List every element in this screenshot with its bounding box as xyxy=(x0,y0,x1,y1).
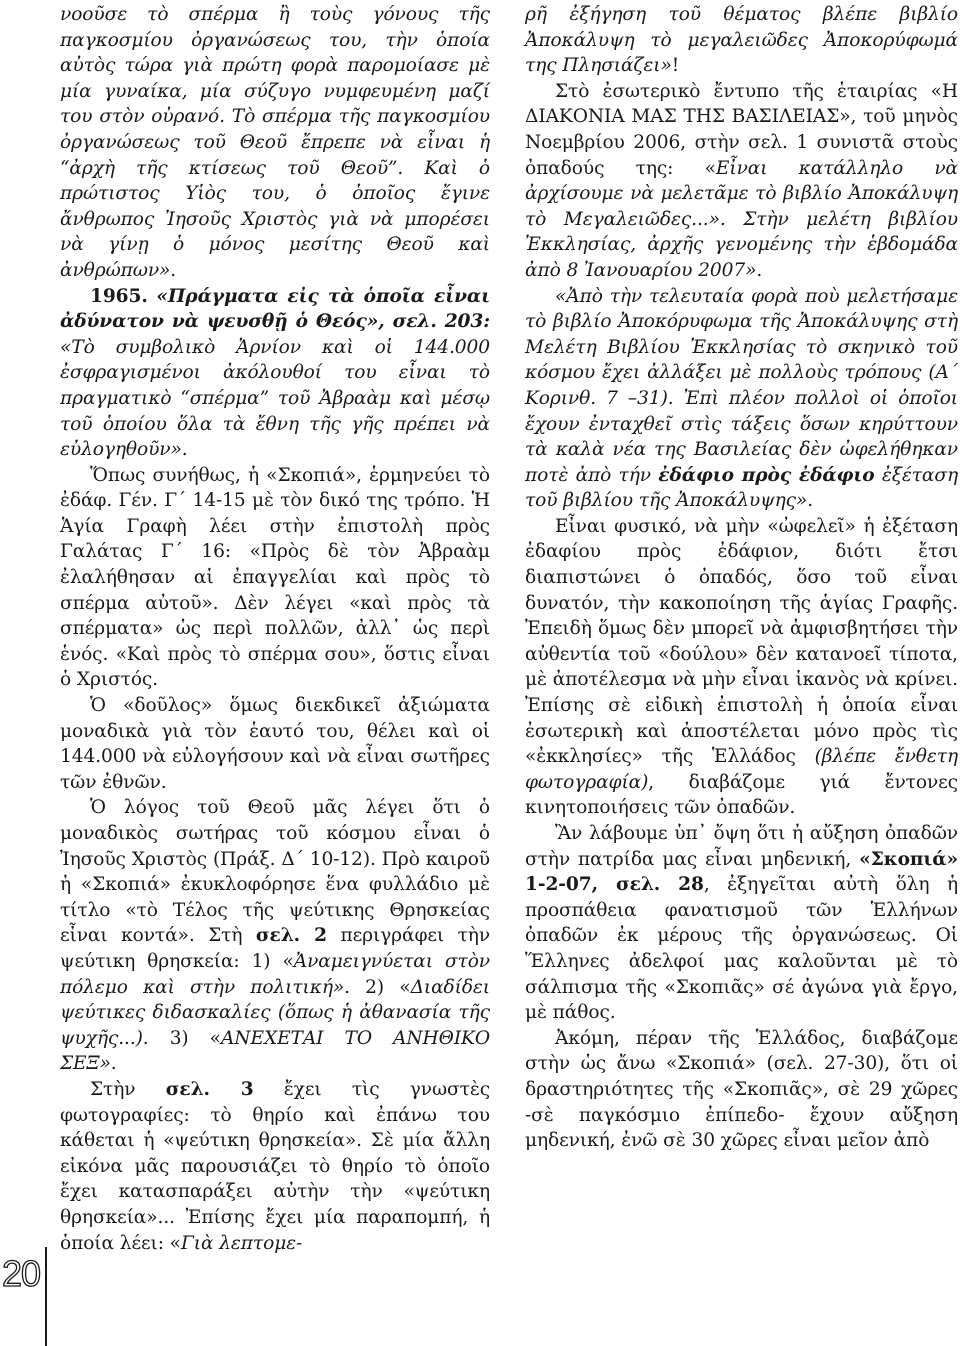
body-text: . xyxy=(807,490,814,512)
quote-text: Εἶναι κατάλληλο νὰ ἀρχίσουμε νὰ μελετᾶμε τὸ βιβλίο Ἀποκάλυψη τὸ Μεγαλειῶδες...». Στὴν μελέτη βιβλίου Ἐκκλησίας, ἀρχῆς γενομένης τὴν ἑβδομάδα ἀπὸ 8 Ἰανουαρίου 2007» xyxy=(525,157,958,281)
quote-text: νοοῦσε τὸ σπέρμα ἢ τοὺς γόνους τῆς παγκοσμίου ὀργανώσεως του, τὴν ὁποία αὐτὸς τώρα γιὰ πρώτη φορὰ παρομοίασε μὲ μία γυναίκα, μία σύζυγο νυμφευμένη μαζί του στὸν οὐρανό. Τὸ σπέρμα τῆς παγκοσμίου ὀργανώσεως τοῦ Θεοῦ ἔπρεπε νὰ εἶναι ἡ “ἀρχὴ τῆς κτίσεως τοῦ Θεοῦ”. Καὶ ὁ πρώτιστος Υἱὸς του, ὁ ὁποῖος ἔγινε ἄνθρωπος Ἰησοῦς Χριστὸς γιὰ νὰ μπορέσει νὰ γίνῃ ὁ μόνος μεσίτης Θεοῦ καὶ ἀνθρώπων». xyxy=(60,4,490,281)
text-column-left xyxy=(60,2,490,1256)
quote-text: ΑΝΕΧΕΤΑΙ ΤΟ ΑΝΗΘΙΚΟ ΣΕΞ» xyxy=(60,1027,490,1075)
body-text: περιγράφει τὴν ψεύτικη θρησκεία: 1) « xyxy=(60,925,491,972)
folio-rule xyxy=(45,1247,47,1346)
body-text: Στὴν xyxy=(90,1078,136,1100)
quote-text: «Ἀπὸ τὴν τελευταία φορὰ ποὺ μελετήσαμε τὸ βιβλίο Ἀποκόρυφωμα τῆς Ἀποκάλυψης στὴ Μελέτη Βιβλίου Ἐκκλησίας τὸ σκηνικὸ τοῦ κόσμου ἔχει ἀλλάξει μὲ πολλοὺς τρόπους (Α΄ Κορινθ. 7 –31). Ἐπὶ πλέον πολλοὶ οἱ ὁποῖοι ἔχουν ἐνταχθεῖ στὶς τάξεις ὅσων κηρύττουν τὰ καλὰ νέα της Βασιλείας δὲν ὠφελήθηκαν ποτὲ ἀπὸ τήν xyxy=(525,285,958,486)
text-column-right xyxy=(525,2,958,1154)
paragraph xyxy=(525,79,958,284)
quote-text: Ἀναμειγνύεται στὸν πόλεμο καὶ στὴν πολιτική» xyxy=(60,950,490,998)
page-folio xyxy=(0,1247,46,1346)
body-text: Στὸ ἐσωτερικὸ ἔντυπο τῆς ἑταιρίας «Η ΔΙΑΚΟΝΙΑ ΜΑΣ ΤΗΣ ΒΑΣΙΛΕΙΑΣ», τοῦ μηνὸς Νοεμβρίου 2006, στὴν σελ. 1 συνιστᾶ στοὺς ὀπαδούς της: « xyxy=(525,80,958,179)
paragraph xyxy=(60,2,490,284)
quote-text: Διαδίδει ψεύτικες διδασκαλίες (ὅπως ἡ ἀθανασία τῆς ψυχῆς...) xyxy=(60,976,490,1049)
body-text: . 3) « xyxy=(142,1027,221,1049)
body-text: Εἶναι φυσικό, νὰ μὴν «ὠφελεῖ» ἡ ἐξέταση ἐδαφίου πρὸς ἐδάφιον, διότι ἔτσι διαπιστώνει ὁ ὀπαδός, ὅσο τοῦ εἶναι δυνατόν, τὴν κακοποίηση τῆς ἁγίας Γραφῆς. Ἐπειδὴ ὅμως δὲν μπορεῖ νὰ ἀμφισβητήσει τὴν αὐθεντία τοῦ «δούλου» δὲν κατανοεῖ τίποτα, μὲ ἀποτέλεσμα νὰ μὴν εἶναι ἱκανὸς νὰ κρίνει. Ἐπίσης σὲ εἰδικὴ ἐπιστολὴ ἡ ὁποία εἶναι ἐσωτερικὴ καὶ ἀποστέλεται μόνο πρὸς τὶς «ἐκκλησίες» τῆς Ἑλλάδος xyxy=(525,515,958,768)
paragraph xyxy=(525,2,958,79)
quote-text: «Τὸ συμβολικὸ Ἀρνίον καὶ οἱ 144.000 ἐσφραγισμένοι ἀκόλουθοί του εἶναι τὸ πραγματικὸ “σπέρμα” τοῦ Ἀβραὰμ καὶ μέσῳ τοῦ ὁποίου ὅλα τὰ ἔθνη τῆς γῆς πρέπει νὰ εὐλογηθοῦν». xyxy=(60,336,490,461)
body-text: Ἂν λάβουμε ὑπ᾽ ὄψη ὅτι ἡ αὔξηση ὀπαδῶν στὴν πατρίδα μας εἶναι μηδενική, xyxy=(525,823,958,870)
magazine-ref: «Σκοπιά» 1-2-07, σελ. 28 xyxy=(525,848,959,896)
page-number: 20 xyxy=(2,1253,41,1294)
emphasis-text: ἐδάφιο πρὸς ἐδάφιο xyxy=(658,464,875,486)
page-ref: σελ. 2 xyxy=(255,925,327,947)
paragraph xyxy=(525,514,958,821)
quote-text: ἐξέταση τοῦ βιβλίου τῆς Ἀποκάλυψης» xyxy=(525,464,959,512)
paragraph: Ἀκόμη, πέραν τῆς Ἑλλάδος, διαβάζομε στὴν ὡς ἄνω «Σκοπιά» (σελ. 27-30), ὅτι οἱ δραστηριότητες τῆς «Σκοπιᾶς», σὲ 29 χῶρες -σὲ παγκόσμιο ἐπίπεδο- ἔχουν αὔξηση μηδενική, ἐνῶ σὲ 30 χῶρες εἶναι μεῖον ἀπὸ xyxy=(525,1027,958,1152)
body-text: . xyxy=(110,1053,117,1075)
book-title: «Πράγματα εἰς τὰ ὁποῖα εἶναι ἀδύνατον νὰ ψευσθῇ ὁ Θεός», σελ. 203: xyxy=(60,285,490,333)
paragraph xyxy=(60,284,490,463)
body-text: , διαβάζομε γιά ἔντονες κινητοποιήσεις τῶν ὀπαδῶν. xyxy=(525,771,958,819)
paragraph xyxy=(60,1077,490,1256)
paragraph xyxy=(525,821,958,1026)
body-text: . xyxy=(756,259,763,281)
paragraph xyxy=(60,795,490,1077)
paragraph: Ὁ «δοῦλος» ὅμως διεκδικεῖ ἀξιώματα μοναδικὰ γιὰ τὸν ἑαυτό του, θέλει καὶ οἱ 144.000 νὰ εὐλογήσουν καὶ νὰ εἶναι σωτῆρες τῶν ἐθνῶν. xyxy=(60,695,490,793)
year-label: 1965. xyxy=(90,285,148,307)
quote-text: Γιὰ λεπτομε- xyxy=(180,1232,303,1254)
body-text: , ἐξηγεῖται αὐτὴ ὅλη ἡ προσπάθεια φανατισμοῦ τῶν Ἑλλήνων ὀπαδῶν ἐκ μέρους τῆς ὀργανώσεως. Οἱ Ἕλληνες ἀδελφοί μας καλοῦνται μὲ τὸ σάλπισμα τῆς «Σκοπιᾶς» σέ ἀγώνα γιὰ ἔργο, μὲ πάθος. xyxy=(525,874,958,1024)
body-text: Ὁ λόγος τοῦ Θεοῦ μᾶς λέγει ὅτι ὁ μοναδικὸς σωτήρας τοῦ κόσμου εἶναι ὁ Ἰησοῦς Χριστὸς (Πράξ. Δ΄ 10-12). Πρὸ καιροῦ ἡ «Σκοπιά» ἐκυκλοφόρησε ἕνα φυλλάδιο μὲ τίτλο «τὸ Τέλος τῆς ψεύτικης Θρησκείας εἶναι κοντά». Στὴ xyxy=(60,797,490,947)
body-text: . 2) « xyxy=(344,976,411,998)
paragraph xyxy=(525,284,958,514)
paragraph: Ὅπως συνήθως, ἡ «Σκοπιά», ἑρμηνεύει τὸ ἐδάφ. Γέν. Γ΄ 14-15 μὲ τὸν δικό της τρόπο. Ἡ Ἁγία Γραφὴ λέει στὴν ἐπιστολὴ πρὸς Γαλάτας Γ΄ 16: «Πρὸς δὲ τὸν Ἀβραὰμ ἐλαλήθησαν αἱ ἐπαγγελίαι καὶ πρὸς τὸ σπέρμα αὐτοῦ». Δὲν λέγει «καὶ πρὸς τὰ σπέρματα» ὡς περὶ πολλῶν, ἀλλ᾽ ὡς περὶ ἑνός. «Καὶ πρὸς τὸ σπέρμα σου», ὅστις εἶναι ὁ Χριστός. xyxy=(60,464,490,691)
quote-text: (βλέπε ἔνθετη φωτογραφία) xyxy=(525,746,958,793)
body-text: ! xyxy=(671,55,680,77)
body-text: ἔχει τὶς γνωστὲς φωτογραφίες: τὸ θηρίο καὶ ἐπάνω του κάθεται ἡ «ψεύτικη θρησκεία». Σὲ μία ἄλλη εἰκόνα μᾶς παρουσιάζει τὸ θηρίο τὸ ὁποῖο ἔχει κατασπαράξει αὐτὴν τὴν «ψεύτικη θρησκεία»... Ἐπίσης ἔχει μία παραπομπή, ἡ ὁποία λέει: « xyxy=(60,1078,491,1254)
quote-text: ρῆ ἐξήγηση τοῦ θέματος βλέπε βιβλίο Ἀποκάλυψη τὸ μεγαλειῶδες Ἀποκορύφωμά της Πλησιάζει» xyxy=(525,4,958,77)
page-ref: σελ. 3 xyxy=(165,1078,254,1100)
